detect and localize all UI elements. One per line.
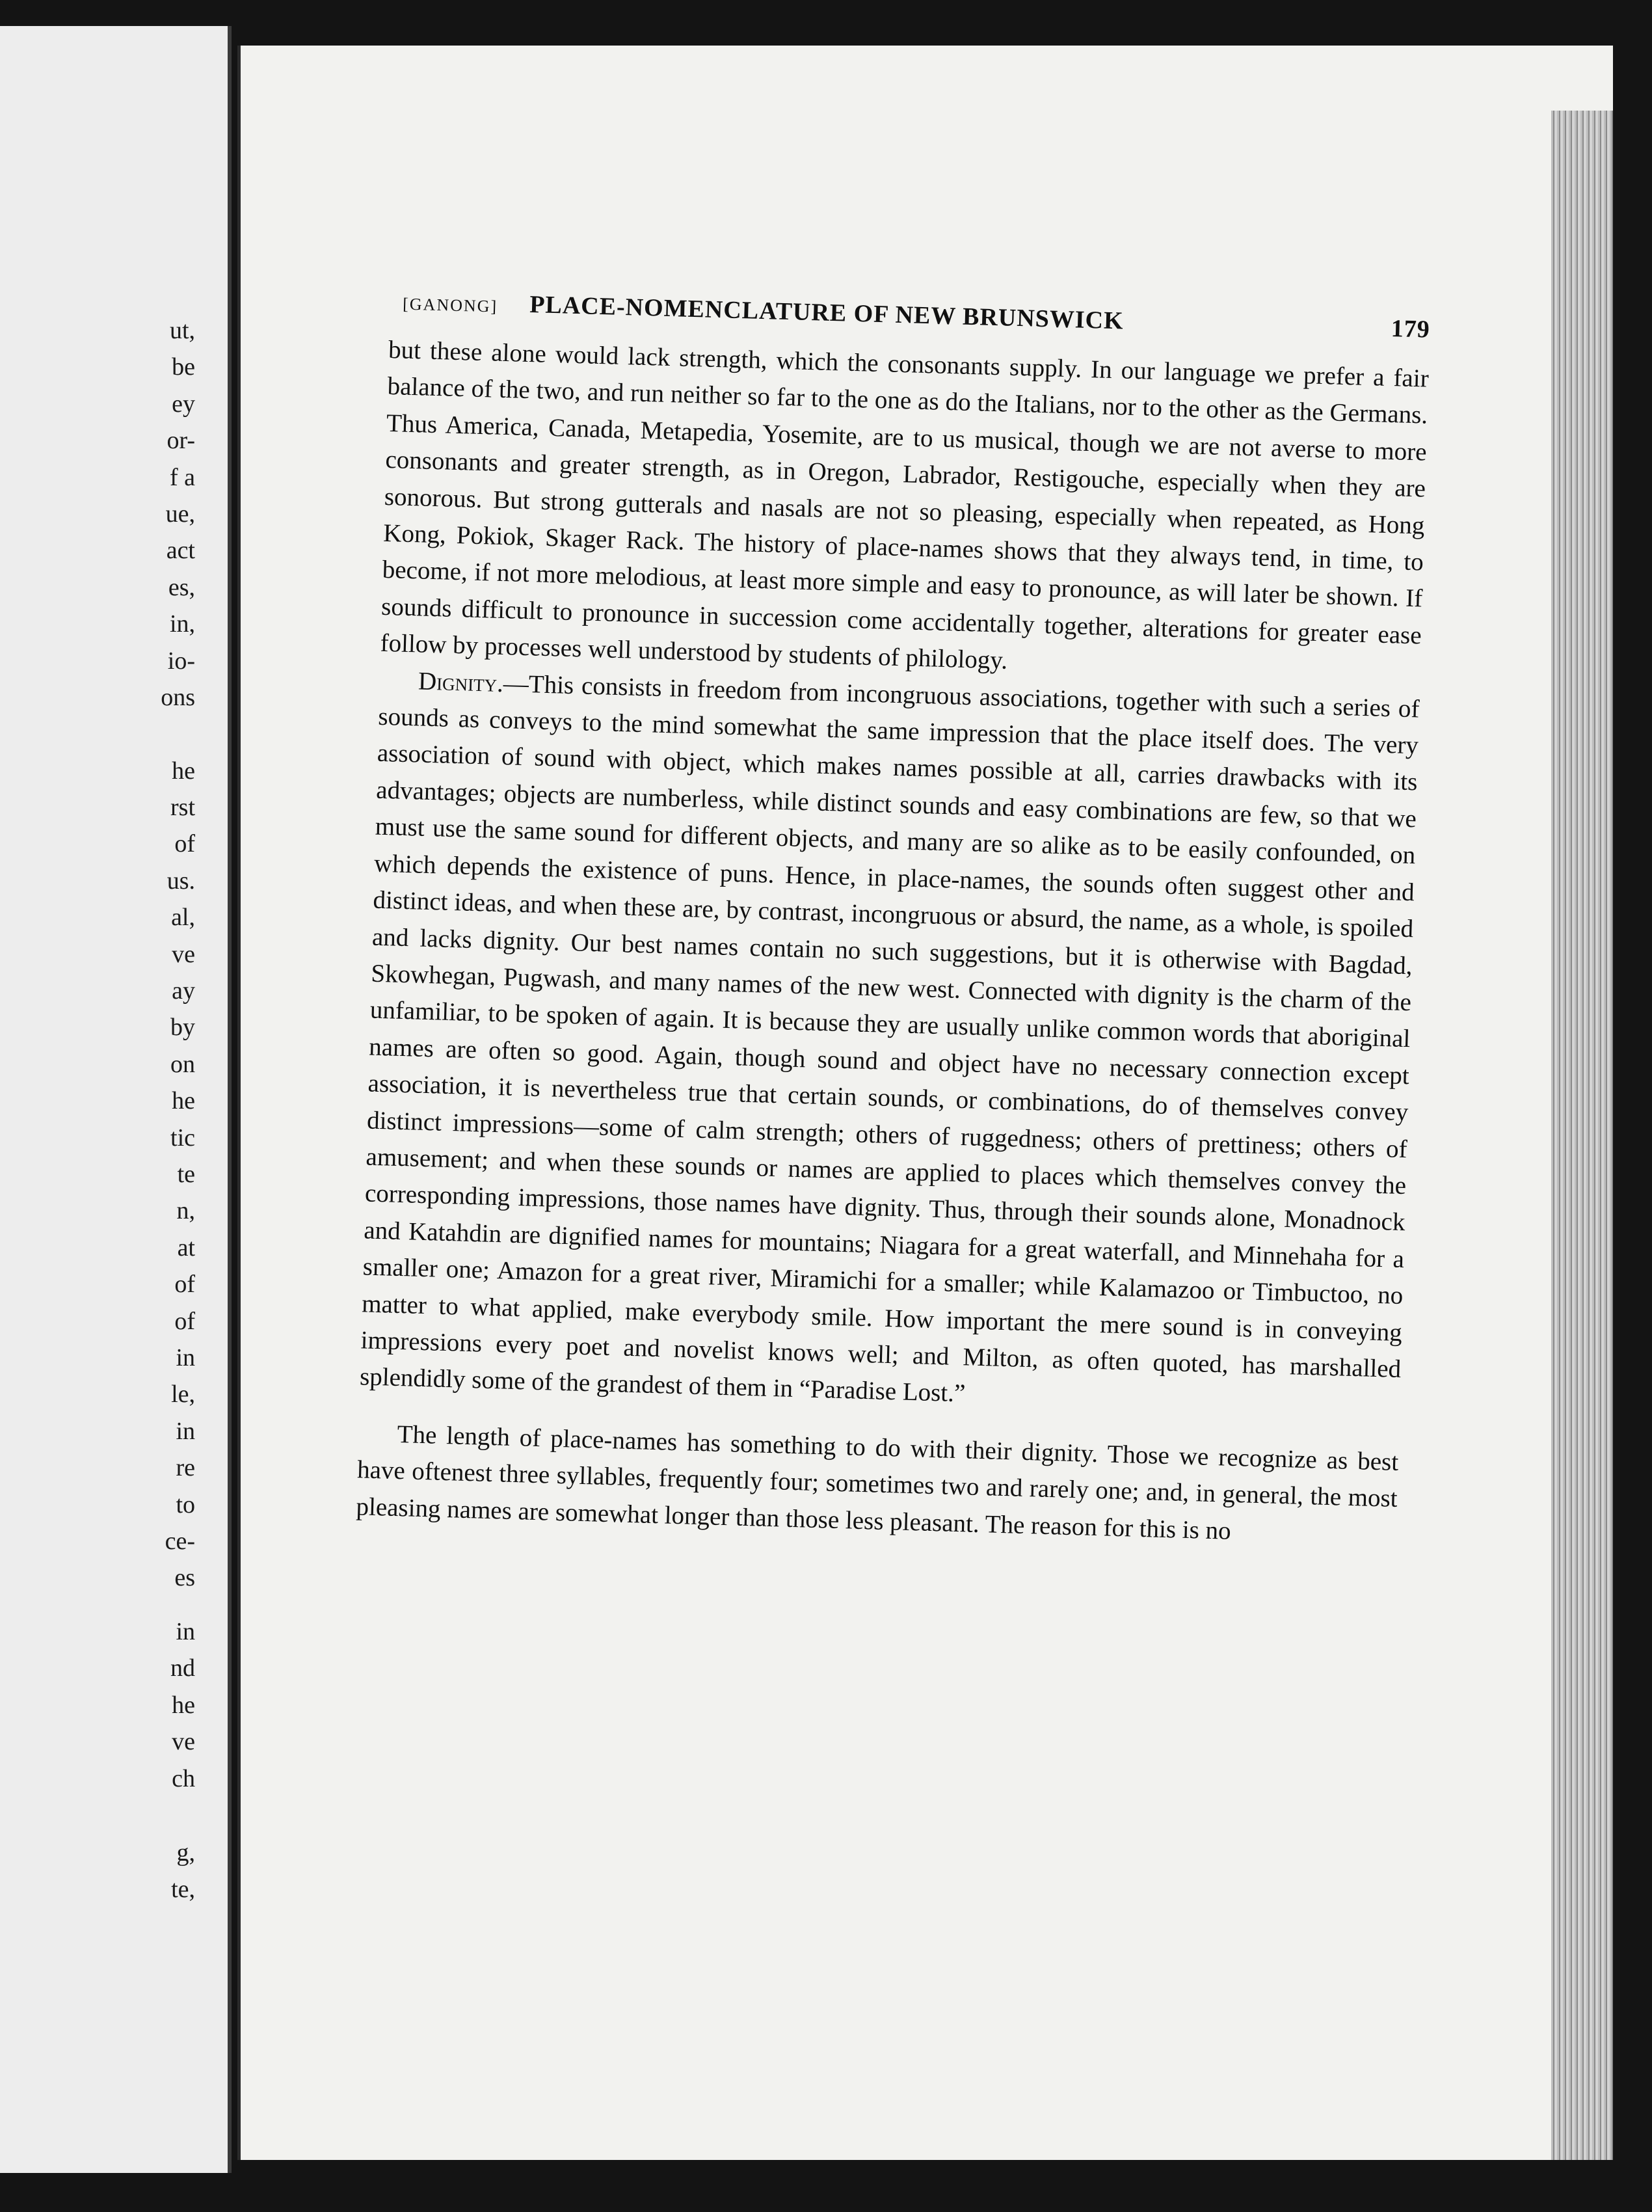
- left-page-fragment: nd: [170, 1654, 195, 1682]
- page-number: 179: [1391, 314, 1431, 344]
- left-page-fragment: ce-: [165, 1527, 195, 1555]
- page-text-block: [356, 286, 1431, 1554]
- left-page-text-fragments-lower: [0, 1613, 195, 1797]
- left-page-fragment: in,: [169, 610, 195, 638]
- left-page-fragment: of: [174, 830, 195, 858]
- body-text: [356, 332, 1430, 1554]
- left-page-fragment: rst: [170, 794, 195, 822]
- left-page-fragment: ons: [161, 683, 195, 711]
- left-page-fragment: es: [174, 1564, 195, 1592]
- left-page-fragment: f a: [169, 463, 195, 491]
- left-page-fragment: te,: [171, 1876, 195, 1904]
- left-page-fragment: al,: [171, 904, 195, 932]
- author-tag: [GANONG]: [402, 294, 498, 316]
- left-page-fragment: of: [174, 1271, 195, 1299]
- left-page-fragment: he: [172, 1691, 195, 1719]
- section-lead-dignity: Dignity.: [418, 667, 504, 697]
- left-page-text-fragments-bottom: [0, 1835, 195, 1908]
- paragraph-length: The length of place-names has something to do with their dignity. Those we recognize as best have oftenest three syllables, frequently four; sometimes two and rarely one; and, in general, the most pleasing names are somewhat longer than those less pleasant. The reason for this is no: [356, 1420, 1399, 1545]
- left-page-fragment: of: [174, 1307, 195, 1335]
- left-facing-page: [0, 26, 232, 2173]
- left-page-fragment: ut,: [169, 317, 195, 344]
- left-page-fragment: g,: [176, 1839, 195, 1867]
- left-page-fragment: ey: [172, 390, 195, 418]
- left-page-fragment: ue,: [165, 500, 195, 528]
- left-page-fragment: to: [176, 1490, 195, 1518]
- left-page-fragment: on: [170, 1050, 195, 1078]
- left-page-fragment: es,: [168, 573, 195, 601]
- left-page-fragment: te: [177, 1160, 195, 1188]
- left-page-fragment: at: [177, 1234, 195, 1261]
- left-page-fragment: be: [172, 353, 195, 381]
- left-page-text-fragments: [0, 312, 195, 1597]
- left-page-fragment: ve: [172, 1728, 195, 1756]
- left-page-fragment: he: [172, 757, 195, 785]
- paragraph-dignity: [359, 662, 1420, 1424]
- paragraph-dignity-text: —This consists in freedom from incongruous associations, together with such a series of sounds as conveys to the mind somewhat the same impression that the place itself does. The very association of sound with object, which makes names possible at all, carries drawbacks with its advantages; objects are numberless, while distinct sounds and easy combinations are few, so that we must use the same sound for different objects, and many are so alike as to be easily confounded, on which depends the existence of puns. Hence, in place-names, the sounds often suggest other and distinct ideas, and when these are, by contrast, incongruous or absurd, the name, as a whole, is spoiled and lacks dignity. Our best names contain no such suggestions, but it is otherwise with Bagdad, Skowhegan, Pugwash, and many names of the new west. Connected with dignity is the charm of the unfamiliar, to be spoken of again. It is because they are usually unlike common words that aboriginal names are often so good. Again, though sound and object have no necessary connection except association, it is nevertheless true that certain sounds, or combinations, do of themselves convey distinct impressions—some of calm strength; others of ruggedness; others of prettiness; others of amusement; and when these sounds or names are applied to places which themselves convey the corresponding impressions, those names have dignity. Thus, through their sounds alone, Monadnock and Katahdin are dignified names for mountains; Niagara for a great waterfall, and Minnehaha for a smaller one; Amazon for a great river, Miramichi for a smaller; while Kalamazoo or Timbuctoo, no matter to what applied, make everybody smile. How important the mere sound is in conveying impressions every poet and novelist knows well; and Milton, as often quoted, has marshalled splendidly some of the grandest of them in “Paradise Lost.”: [359, 669, 1420, 1408]
- left-page-fragment: he: [172, 1087, 195, 1115]
- paragraph-continuation: but these alone would lack strength, which the consonants supply. In our language we prefer a fair balance of the two, and run neither so far to the one as do the Italians, nor to the other as the Germans. Thus America, Canada, Metapedia, Yosemite, are to us musical, though we are not averse to more consonants and greater strength, as in Oregon, Labrador, Restigouche, especially when they are sonorous. But strong gutterals and nasals are not so pleasing, especially when repeated, as Hong Kong, Pokiok, Skager Rack. The history of place-names shows that they always tend, in time, to become, if not more melodious, at least more simple and easy to pronounce, as will later be shown. If sounds difficult to pronounce in succession come accidentally together, alterations for greater ease follow by processes well understood by students of philology.: [380, 335, 1430, 675]
- left-page-fragment: ch: [172, 1764, 195, 1792]
- left-page-fragment: tic: [170, 1124, 195, 1152]
- page-edge-stack: [1551, 111, 1613, 2160]
- left-page-fragment: act: [166, 537, 195, 565]
- left-page-fragment: io-: [167, 647, 195, 675]
- left-page-fragment: in: [176, 1618, 195, 1645]
- left-page-fragment: ve: [172, 940, 195, 968]
- running-title: PLACE-NOMENCLATURE OF NEW BRUNSWICK: [529, 291, 1125, 335]
- left-page-fragment: in: [176, 1343, 195, 1371]
- left-page-fragment: re: [176, 1454, 195, 1482]
- book-page: [237, 46, 1613, 2160]
- left-page-fragment: by: [170, 1014, 195, 1042]
- left-page-fragment: n,: [176, 1197, 195, 1225]
- left-page-fragment: ay: [172, 977, 195, 1005]
- left-page-fragment: or-: [167, 427, 195, 455]
- left-page-fragment: in: [176, 1417, 195, 1445]
- left-page-fragment: [0, 716, 195, 752]
- left-page-fragment: le,: [171, 1381, 195, 1409]
- left-page-fragment: us.: [167, 867, 195, 895]
